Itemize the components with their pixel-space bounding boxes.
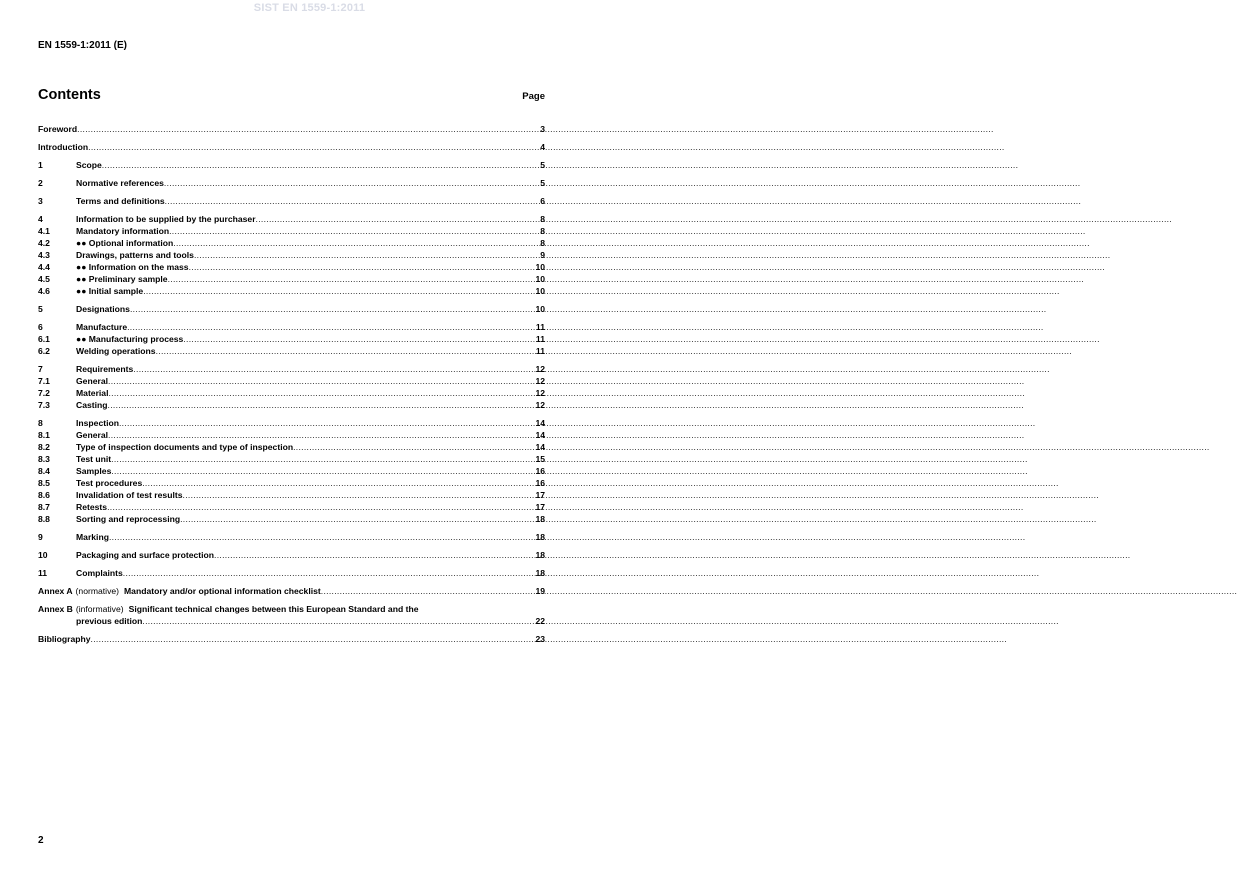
toc-entry-number: 7: [38, 364, 43, 374]
toc-entry[interactable]: [38, 567, 545, 579]
dot-leader: [321, 585, 536, 597]
toc-entry-page: 10: [535, 286, 545, 296]
annex-b-kind: (informative): [75, 604, 124, 614]
dot-leader: [156, 345, 536, 357]
toc-entry-number: 8.7: [38, 502, 50, 512]
toc-entry-title: Complaints: [76, 568, 123, 578]
toc-entry-title: General: [76, 376, 109, 386]
dot-leader: [111, 453, 535, 465]
toc-entry-number: 4.5: [38, 274, 50, 284]
toc-entry-title: Terms and definitions: [76, 196, 165, 206]
toc-entry-title: Introduction: [38, 142, 89, 152]
dot-leader: [168, 273, 536, 285]
toc-entry-annex-a[interactable]: [38, 585, 545, 597]
dot-leader: [165, 195, 541, 207]
toc-entry[interactable]: [38, 321, 545, 333]
toc-entry-title: Normative references: [76, 178, 164, 188]
toc-entry-page: 5: [540, 160, 545, 170]
toc-entry-title: Type of inspection documents and type of inspection: [76, 442, 294, 452]
bibliography-page: 23: [535, 634, 545, 644]
watermark: SIST EN 1559-1:2011: [253, 2, 366, 14]
table-of-contents: [38, 123, 545, 645]
toc-entry-number: 10: [38, 550, 48, 560]
dot-leader: [107, 501, 535, 513]
annex-a-kind: (normative): [75, 586, 120, 596]
toc-entry[interactable]: [38, 303, 545, 315]
dot-leader: [77, 123, 540, 135]
dot-leader: [119, 417, 535, 429]
toc-entry-title: Test procedures: [76, 478, 143, 488]
toc-entry-bibliography[interactable]: [38, 633, 545, 645]
annex-a-label: Annex A: [38, 586, 73, 596]
toc-entry-page: 12: [535, 376, 545, 386]
toc-entry-number: 5: [38, 304, 43, 314]
annex-b-title-line1: Significant technical changes between this European Standard and the: [128, 604, 419, 614]
dot-leader: [173, 237, 540, 249]
toc-entry-number: 4.1: [38, 226, 50, 236]
toc-entry-title: ●● Optional information: [76, 238, 174, 248]
toc-entry-title: Designations: [76, 304, 130, 314]
toc-entry-number: 7.1: [38, 376, 50, 386]
toc-entry-page: 18: [535, 550, 545, 560]
toc-entry-number: 4.3: [38, 250, 50, 260]
toc-entry[interactable]: [38, 225, 545, 237]
toc-entry-number: 8.8: [38, 514, 50, 524]
toc-entry-page: 9: [540, 250, 545, 260]
toc-entry-annex-b-cont[interactable]: [38, 615, 545, 627]
toc-entry-page: 11: [535, 334, 545, 344]
toc-entry[interactable]: [38, 429, 545, 441]
annex-b-label: Annex B: [38, 604, 73, 614]
toc-entry-page: 10: [535, 304, 545, 314]
annex-b-page: 22: [535, 616, 545, 626]
annex-b-title-line2: previous edition: [76, 616, 143, 626]
toc-entry-title: Drawings, patterns and tools: [76, 250, 194, 260]
toc-entry-title: Casting: [76, 400, 108, 410]
toc-entry-page: 14: [535, 442, 545, 452]
toc-entry[interactable]: [38, 141, 545, 153]
dot-leader: [108, 429, 535, 441]
toc-entry-title: Manufacture: [76, 322, 128, 332]
toc-entry[interactable]: [38, 123, 545, 135]
bibliography-title: Bibliography: [38, 634, 91, 644]
dot-leader: [183, 489, 536, 501]
toc-entry-number: 9: [38, 532, 43, 542]
toc-entry-number: 4.4: [38, 262, 50, 272]
dot-leader: [180, 513, 535, 525]
toc-entry-page: 18: [535, 514, 545, 524]
toc-entry-number: 8.4: [38, 466, 50, 476]
toc-entry-page: 15: [535, 454, 545, 464]
dot-leader: [88, 141, 540, 153]
toc-entry[interactable]: [38, 273, 545, 285]
toc-entry-number: 2: [38, 178, 43, 188]
dot-leader: [127, 321, 536, 333]
toc-entry-title: Marking: [76, 532, 109, 542]
toc-entry[interactable]: [38, 513, 545, 525]
toc-entry-page: 5: [540, 178, 545, 188]
toc-entry-number: 4.6: [38, 286, 50, 296]
toc-entry-title: Sorting and reprocessing: [76, 514, 181, 524]
toc-entry[interactable]: [38, 453, 545, 465]
toc-entry-number: 6.2: [38, 346, 50, 356]
toc-entry-number: 8.2: [38, 442, 50, 452]
toc-entry-title: Test unit: [76, 454, 112, 464]
toc-entry-page: 17: [535, 490, 545, 500]
toc-entry[interactable]: [38, 531, 545, 543]
toc-entry[interactable]: [38, 177, 545, 189]
toc-entry[interactable]: [38, 159, 545, 171]
toc-entry-page: 17: [535, 502, 545, 512]
toc-entry[interactable]: [38, 249, 545, 261]
toc-entry[interactable]: [38, 285, 545, 297]
toc-entry-title: Invalidation of test results: [76, 490, 183, 500]
toc-entry-number: 8.3: [38, 454, 50, 464]
toc-entry-page: 8: [540, 226, 545, 236]
toc-entry-number: 6.1: [38, 334, 50, 344]
toc-entry-title: Retests: [76, 502, 108, 512]
dot-leader: [108, 387, 535, 399]
toc-entry-title: Samples: [76, 466, 112, 476]
page-title: Contents: [38, 87, 101, 103]
toc-entry-page: 16: [535, 466, 545, 476]
toc-entry[interactable]: [38, 465, 545, 477]
dot-leader: [189, 261, 536, 273]
toc-entry-number: 8.5: [38, 478, 50, 488]
toc-entry-title: ●● Manufacturing process: [76, 334, 184, 344]
dot-leader: [256, 213, 541, 225]
dot-leader: [109, 531, 535, 543]
toc-entry-page: 16: [535, 478, 545, 488]
dot-leader: [123, 567, 536, 579]
toc-entry[interactable]: [38, 345, 545, 357]
document-id: EN 1559-1:2011 (E): [38, 40, 127, 51]
toc-entry-page: 18: [535, 568, 545, 578]
toc-entry-title: Foreword: [38, 124, 78, 134]
toc-entry-page: 8: [540, 238, 545, 248]
toc-entry-number: 1: [38, 160, 43, 170]
dot-leader: [102, 159, 540, 171]
toc-entry-number: 3: [38, 196, 43, 206]
toc-entry-page: 10: [535, 262, 545, 272]
toc-entry-page: 14: [535, 418, 545, 428]
dot-leader: [108, 399, 536, 411]
toc-entry[interactable]: [38, 213, 545, 225]
toc-entry-page: 6: [540, 196, 545, 206]
dot-leader: [108, 375, 535, 387]
toc-entry-title: ●● Information on the mass: [76, 262, 189, 272]
toc-entry[interactable]: [38, 237, 545, 249]
toc-entry[interactable]: [38, 333, 545, 345]
toc-entry-number: 6: [38, 322, 43, 332]
toc-entry-page: 11: [535, 322, 545, 332]
toc-entry-title: Information to be supplied by the purchaser: [76, 214, 256, 224]
dot-leader: [183, 333, 536, 345]
toc-entry-number: 7.2: [38, 388, 50, 398]
toc-entry[interactable]: [38, 477, 545, 489]
toc-entry[interactable]: [38, 387, 545, 399]
dot-leader: [293, 441, 535, 453]
toc-entry[interactable]: [38, 549, 545, 561]
dot-leader: [91, 633, 536, 645]
dot-leader: [143, 285, 535, 297]
toc-entry-title: Requirements: [76, 364, 134, 374]
toc-entry-title: Packaging and surface protection: [76, 550, 215, 560]
toc-entry-title: Scope: [76, 160, 102, 170]
dot-leader: [133, 363, 535, 375]
page-column-label: Page: [522, 91, 545, 102]
toc-entry[interactable]: [38, 417, 545, 429]
toc-entry-page: 11: [535, 346, 545, 356]
toc-entry-number: 8: [38, 418, 43, 428]
toc-entry-page: 3: [540, 124, 545, 134]
toc-entry[interactable]: [38, 195, 545, 207]
toc-entry-title: Welding operations: [76, 346, 156, 356]
toc-entry[interactable]: [38, 375, 545, 387]
dot-leader: [111, 465, 535, 477]
dot-leader: [194, 249, 540, 261]
toc-entry-page: 12: [535, 388, 545, 398]
toc-entry-number: 7.3: [38, 400, 50, 410]
toc-entry-number: 4: [38, 214, 43, 224]
toc-entry-page: 18: [535, 532, 545, 542]
dot-leader: [169, 225, 540, 237]
toc-entry[interactable]: [38, 501, 545, 513]
toc-entry-page: 14: [535, 430, 545, 440]
toc-entry-number: 4.2: [38, 238, 50, 248]
toc-entry-page: 8: [540, 214, 545, 224]
toc-entry-page: 10: [535, 274, 545, 284]
annex-a-title: Mandatory and/or optional information checklist: [124, 586, 321, 596]
toc-entry-annex-b[interactable]: [38, 603, 545, 615]
toc-entry-page: 4: [540, 142, 545, 152]
toc-entry-title: ●● Initial sample: [76, 286, 144, 296]
toc-entry-title: Mandatory information: [76, 226, 170, 236]
toc-entry[interactable]: [38, 363, 545, 375]
dot-leader: [130, 303, 535, 315]
toc-entry-page: 12: [535, 364, 545, 374]
toc-entry-title: ●● Preliminary sample: [76, 274, 168, 284]
toc-entry-title: General: [76, 430, 109, 440]
page-number: 2: [38, 835, 44, 846]
toc-entry-page: 12: [535, 400, 545, 410]
toc-entry-number: 11: [38, 568, 48, 578]
dot-leader: [164, 177, 540, 189]
toc-entry-number: 8.6: [38, 490, 50, 500]
toc-entry-title: Inspection: [76, 418, 119, 428]
toc-entry-number: 8.1: [38, 430, 50, 440]
toc-entry[interactable]: [38, 399, 545, 411]
dot-leader: [142, 615, 535, 627]
toc-entry[interactable]: [38, 441, 545, 453]
dot-leader: [142, 477, 535, 489]
toc-entry[interactable]: [38, 489, 545, 501]
toc-entry[interactable]: [38, 261, 545, 273]
annex-a-page: 19: [535, 586, 545, 596]
dot-leader: [214, 549, 535, 561]
toc-entry-title: Material: [76, 388, 109, 398]
